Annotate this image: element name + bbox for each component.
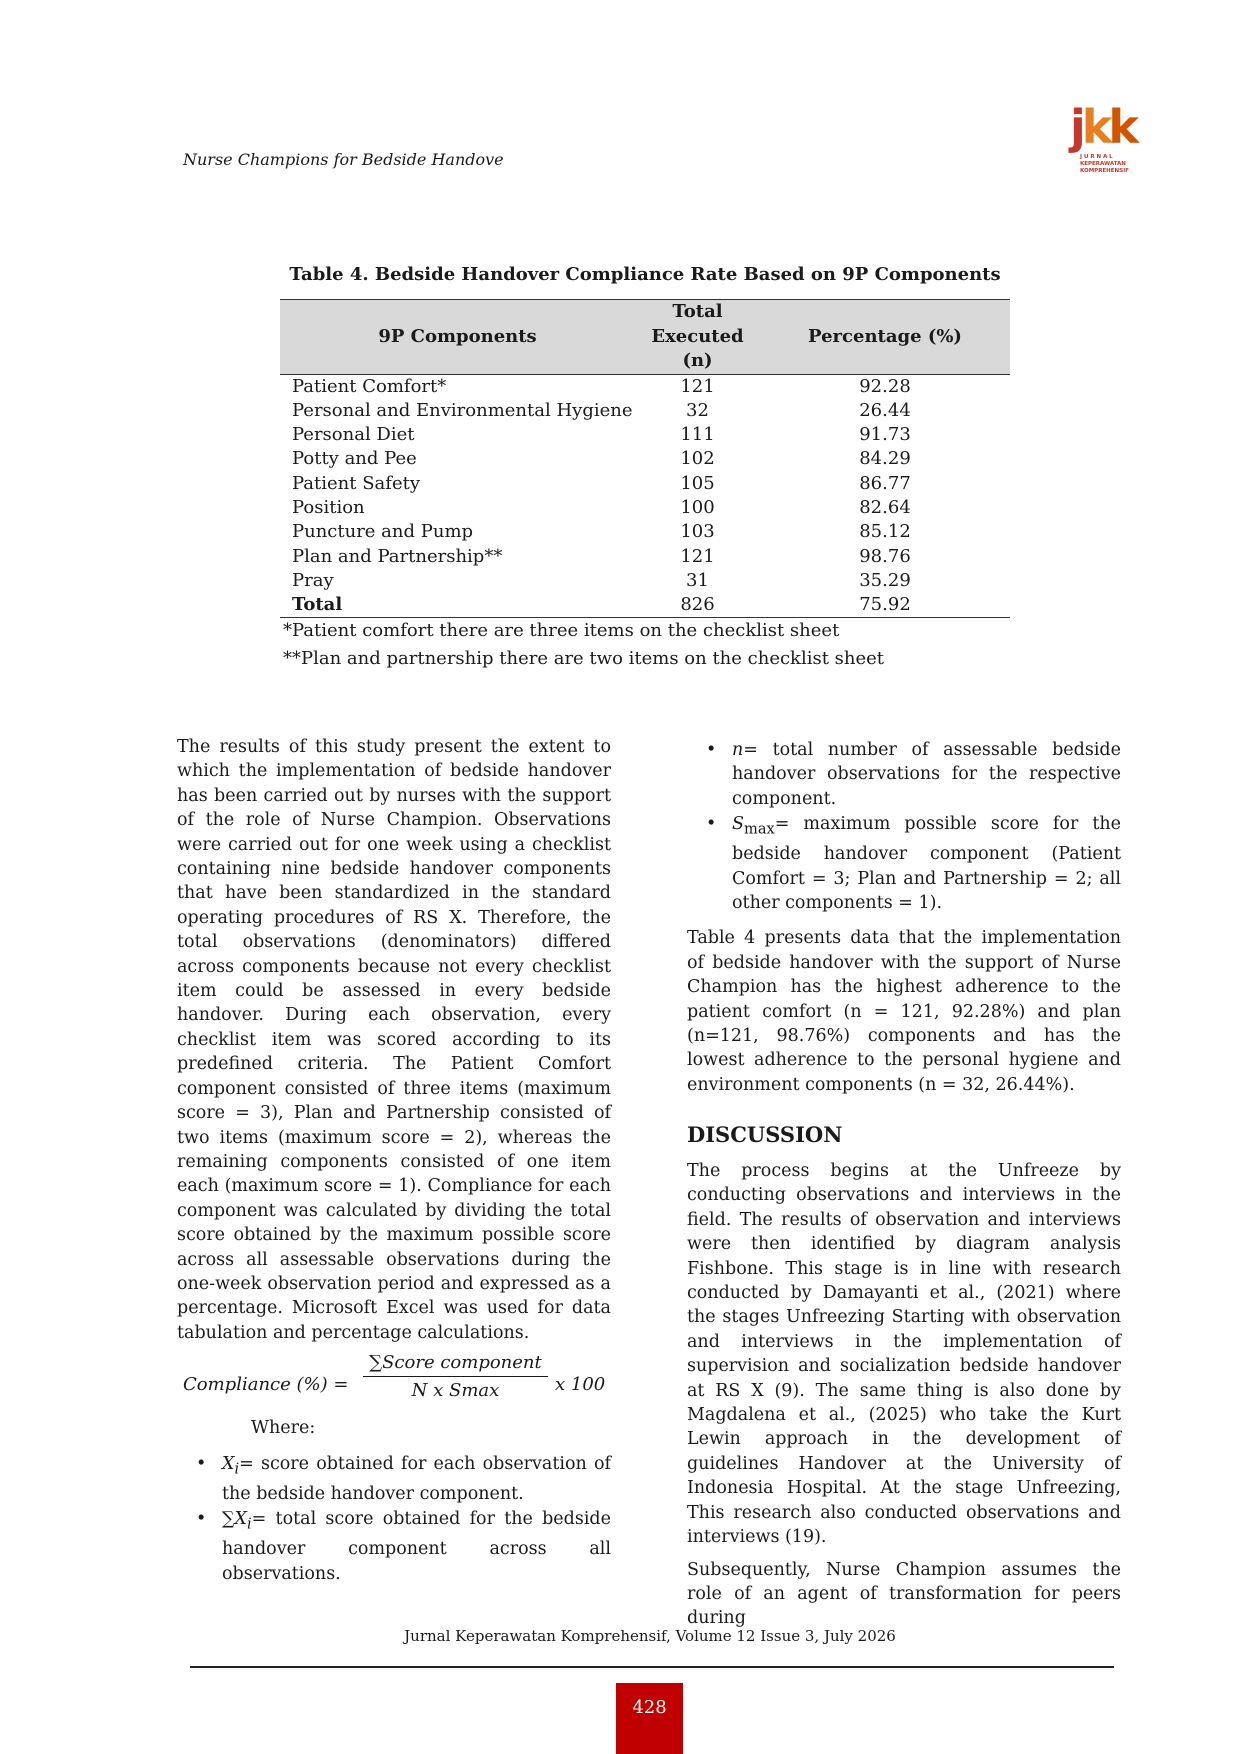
table-row: [280, 399, 1010, 423]
compliance-table: [280, 299, 1010, 618]
total-executed-cell: 31: [686, 569, 709, 591]
component-cell: Puncture and Pump: [292, 521, 474, 543]
table-row: [280, 520, 1010, 544]
right-definition-list: [687, 738, 1121, 915]
symbol-sub: i: [234, 1460, 240, 1478]
symbol: X: [222, 1454, 235, 1474]
symbol-sub: i: [246, 1515, 252, 1533]
table-note-1: *Patient comfort there are three items on the checklist sheet: [283, 620, 840, 641]
percentage-cell: 91.73: [859, 424, 911, 446]
header-components: 9P Components: [280, 300, 635, 375]
page-number: 428: [616, 1683, 683, 1754]
percentage-cell: 82.64: [859, 496, 911, 518]
header-total-executed: Total Executed (n): [635, 300, 760, 375]
table-summary-paragraph: Table 4 presents data that the implementation of bedside handover with the support of Nurse Champion has the highest adherence to the patient comfort (n = 121, 92.28%) and plan (n=121, 98.76%) components and has the lowest adherence to the personal hygiene and environment components (n = 32, 26.44%).: [687, 928, 1121, 1095]
total-executed-cell: 105: [680, 472, 715, 494]
definition-text: = total score obtained for the bedside handover component across all observations.: [222, 1509, 611, 1584]
component-cell: Patient Safety: [292, 472, 421, 494]
right-column: [687, 738, 1121, 1097]
logo-subtitle: J U R N A L KEPERAWATAN KOMPREHENSIF: [1080, 154, 1129, 174]
definition-text: = total number of assessable bedside handover observations for the respective component.: [732, 740, 1121, 809]
formula-lhs: Compliance (%) =: [183, 1374, 349, 1395]
discussion-paragraph-1: The process begins at the Unfreeze by conducting observations and interviews in the field. The results of observation and interviews were then identified by diagram analysis Fishbone. This stage is in line with research conducted by Damayanti et al., (2021) where the stages Unfreezing Starting with observation and interviews in the implementation of supervision and socialization bedside handover at RS X (9). The same thing is also done by Magdalena et al., (2025) who take the Kurt Lewin approach in the development of guidelines Handover at the University of Indonesia Hospital. At the stage Unfreezing, This research also conducted observations and interviews (19).: [687, 1161, 1121, 1548]
bullet-icon: •: [706, 740, 717, 760]
definition-n: [687, 738, 1121, 811]
definition-sum-xi: [177, 1507, 611, 1586]
table-row: [280, 472, 1010, 496]
percentage-cell: 98.76: [859, 545, 911, 567]
table-row: [280, 447, 1010, 471]
definition-xi: [177, 1452, 611, 1506]
percentage-cell: 84.29: [859, 448, 911, 470]
component-cell: Patient Comfort*: [292, 375, 447, 397]
results-text: The results of this study present the extent to which the implementation of bedside handover has been carried out by nurses with the support of the role of Nurse Champion. Observations were carried out for one week using a checklist containing nine bedside handover components that have been standardized in the standard operating procedures of RS X. Therefore, the total observations (denominators) differed across components because not every checklist item could be assessed in every bedside handover. During each observation, every checklist item was scored according to its predefined criteria. The Patient Comfort component consisted of three items (maximum score = 3), Plan and Partnership consisted of two items (maximum score = 2), whereas the remaining components consisted of one item each (maximum score = 1). Compliance for each component was calculated by dividing the total score obtained by the maximum possible score across all assessable observations during the one-week observation period and expressed as a percentage. Microsoft Excel was used for data tabulation and percentage calculations.: [177, 737, 611, 1343]
discussion-section: [687, 1159, 1121, 1631]
percentage-cell: 75.92: [859, 594, 911, 616]
left-definition-list: [177, 1452, 611, 1586]
bullet-icon: •: [196, 1509, 207, 1530]
table-row: [280, 569, 1010, 593]
percentage-cell: 26.44: [859, 399, 911, 421]
component-cell: Personal and Environmental Hygiene: [292, 399, 633, 421]
footer-divider: [190, 1666, 1114, 1668]
total-executed-cell: 111: [680, 424, 715, 446]
component-cell: Plan and Partnership**: [292, 545, 503, 567]
total-executed-cell: 121: [680, 375, 715, 397]
bullet-icon: •: [706, 814, 717, 835]
total-executed-cell: 121: [680, 545, 715, 567]
component-cell: Total: [292, 594, 343, 616]
total-executed-cell: 32: [686, 399, 709, 421]
symbol: ∑X: [222, 1509, 247, 1530]
component-cell: Position: [292, 496, 365, 518]
formula-numerator: ∑Score component: [363, 1352, 548, 1377]
results-paragraph: [177, 735, 611, 1345]
total-executed-cell: 103: [680, 521, 715, 543]
header-percentage: Percentage (%): [760, 300, 1010, 375]
symbol-sub: max: [744, 820, 775, 838]
percentage-cell: 35.29: [859, 569, 911, 591]
running-title: Nurse Champions for Bedside Handove: [183, 150, 504, 169]
definition-smax: [687, 812, 1121, 915]
component-cell: Pray: [292, 569, 334, 591]
table-total-row: [280, 593, 1010, 618]
discussion-paragraph-2: Subsequently, Nurse Champion assumes the role of an agent of transformation for peers during: [687, 1559, 1121, 1629]
component-cell: Potty and Pee: [292, 448, 417, 470]
table-note-2: **Plan and partnership there are two items on the checklist sheet: [283, 648, 885, 669]
total-executed-cell: 826: [680, 594, 715, 616]
table-caption: Table 4. Bedside Handover Compliance Rate Based on 9P Components: [289, 264, 1001, 285]
symbol: S: [732, 814, 744, 835]
formula-denominator: N x Smax: [411, 1380, 500, 1401]
percentage-cell: 86.77: [859, 472, 911, 494]
component-cell: Personal Diet: [292, 424, 415, 446]
definition-text: = score obtained for each observation of the bedside handover component.: [222, 1454, 611, 1504]
percentage-cell: 85.12: [859, 521, 911, 543]
total-executed-cell: 100: [680, 496, 715, 518]
formula-fraction: [363, 1352, 548, 1401]
bullet-icon: •: [196, 1454, 207, 1474]
definition-text: = maximum possible score for the bedside handover component (Patient Comfort = 3; Plan and Partnership = 2; all other components = 1).: [732, 814, 1121, 913]
total-executed-cell: 102: [680, 448, 715, 470]
table-row: [280, 423, 1010, 447]
journal-logo: [1062, 100, 1142, 180]
where-label: Where:: [251, 1418, 316, 1438]
symbol: n: [732, 740, 744, 760]
table-row: [280, 545, 1010, 569]
table-row: [280, 374, 1010, 399]
table-row: [280, 496, 1010, 520]
table-header-row: [280, 300, 1010, 375]
journal-footer: Jurnal Keperawatan Komprehensif, Volume 12 Issue 3, July 2026: [404, 1627, 896, 1645]
formula-rhs: x 100: [555, 1374, 606, 1395]
discussion-heading: DISCUSSION: [687, 1122, 843, 1147]
percentage-cell: 92.28: [859, 375, 911, 397]
logo-mark: jkk: [1070, 100, 1135, 154]
compliance-formula: [183, 1352, 613, 1412]
